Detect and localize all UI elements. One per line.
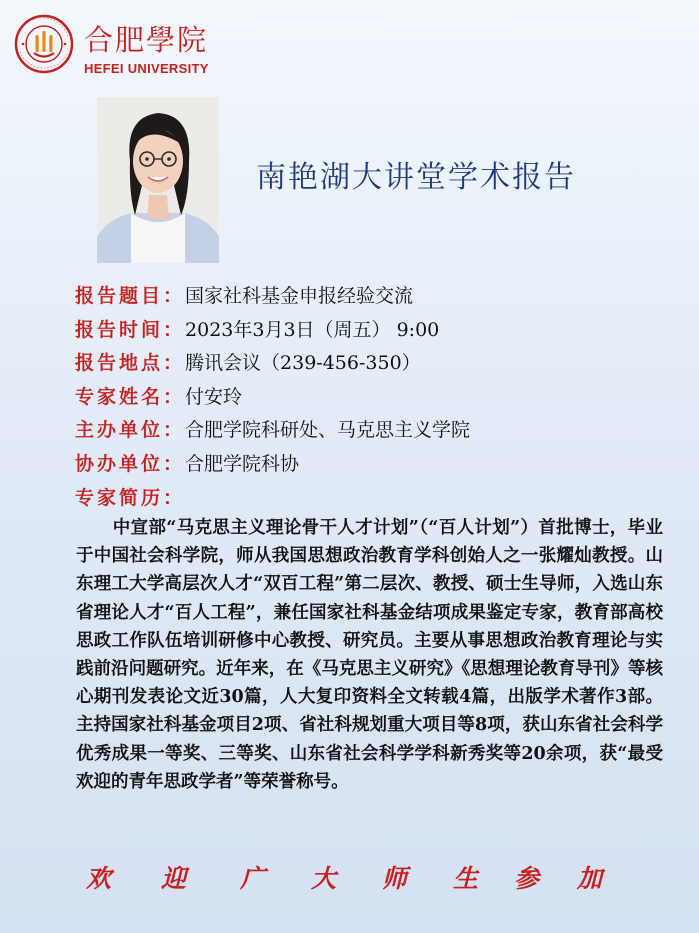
welcome-char: 迎 (161, 864, 187, 893)
welcome-char: 广 (240, 864, 266, 893)
speaker-biography: 中宣部“马克思主义理论骨干人才计划”（“百人计划”）首批博士，毕业于中国社会科学院，师从我国思想政治教育学科创始人之一张耀灿教授。山东理工大学高层次人才“双百工程”第二层次、教授、硕士生导师，入选山东省理论人才“百人工程”，兼任国家社科基金结项成果鉴定专家，教育部高校思政工作队伍培训研修中心教授、研究员。主要从事思想政治教育理论与实践前沿问题研究。近年来，在《马克思主义研究》《思想理论教育导刊》等核心期刊发表论文近30篇，人大复印资料全文转载4篇，出版学术著作3部。主持国家社科基金项目2项、省社科规划重大项目等8项，获山东省社会科学优秀成果一等奖、三等奖、山东省社会科学学科新秀奖等20余项，获“最受欢迎的青年思政学者”等荣誉称号。 (76, 518, 663, 792)
detail-label: 报告题目： (75, 285, 186, 307)
welcome-char: 参 (514, 864, 540, 893)
detail-row-time (75, 314, 655, 348)
detail-row-speaker (75, 381, 655, 415)
detail-label: 专家简历： (75, 486, 186, 509)
welcome-char: 大 (311, 864, 337, 893)
welcome-char: 师 (382, 864, 408, 893)
detail-label: 报告地点： (75, 352, 186, 375)
detail-value: 付安玲 (185, 385, 243, 408)
detail-label: 报告时间： (75, 318, 186, 341)
report-details (75, 280, 655, 515)
detail-value: 腾讯会议（239-456-350） (185, 352, 421, 375)
detail-label: 协办单位： (75, 452, 186, 475)
detail-row-host (75, 414, 655, 448)
welcome-char: 欢 (86, 864, 112, 893)
welcome-banner (0, 859, 699, 899)
speaker-portrait-icon (97, 97, 219, 263)
speaker-photo (97, 97, 219, 263)
report-title: 南艳湖大讲堂学术报告 (256, 160, 576, 195)
welcome-char: 生 (453, 864, 479, 893)
detail-value: 国家社科基金申报经验交流 (185, 285, 414, 307)
detail-row-topic (75, 280, 655, 314)
detail-label: 专家姓名： (75, 385, 186, 408)
detail-label: 主办单位： (75, 419, 186, 442)
logo-chinese-name: 合肥學院 (84, 23, 209, 57)
detail-row-location (75, 347, 655, 381)
logo-english-name: HEFEI UNIVERSITY (84, 61, 209, 76)
detail-value: 合肥学院科研处、马克思主义学院 (185, 419, 471, 442)
detail-row-co-host (75, 448, 655, 482)
university-logo (14, 14, 224, 80)
detail-row-resume (75, 482, 655, 516)
detail-value: 合肥学院科协 (185, 452, 300, 475)
university-seal-icon (14, 14, 74, 74)
welcome-char: 加 (577, 864, 603, 893)
detail-value: 2023年3月3日（周五） 9:00 (185, 318, 440, 341)
